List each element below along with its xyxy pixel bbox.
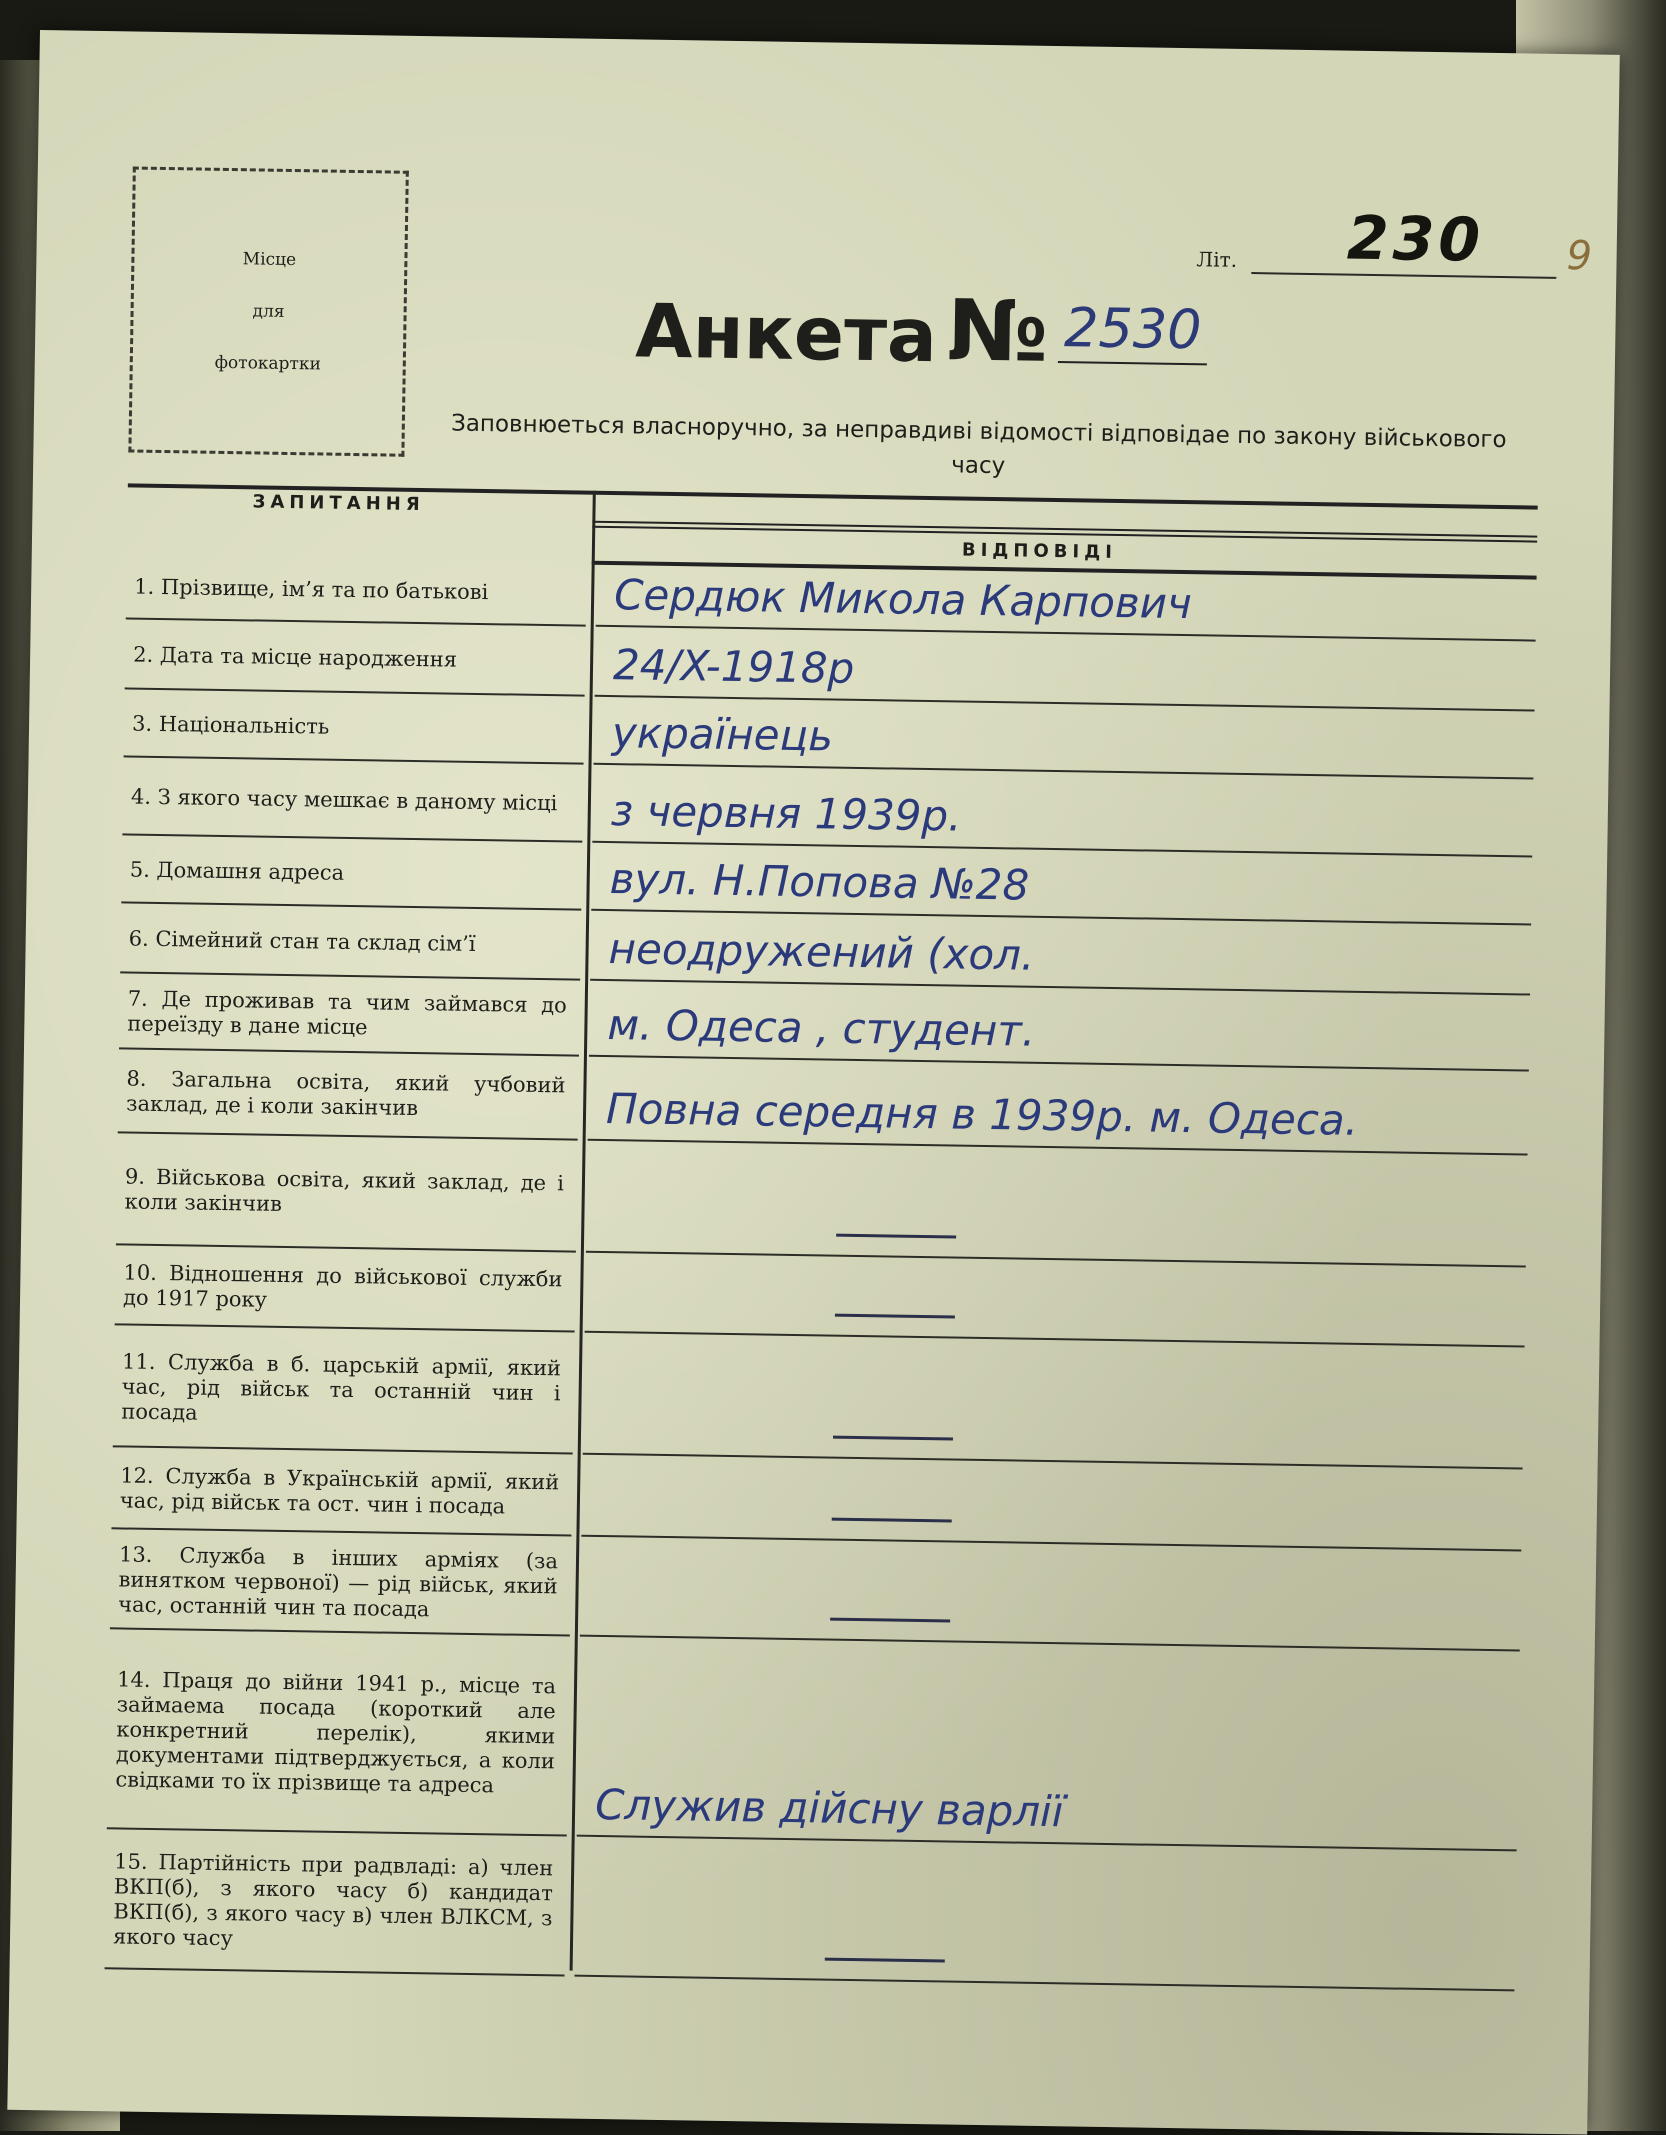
question-label [118,1049,574,1140]
handwritten-dash [830,1618,950,1623]
question-text: 4. З якого часу мешкає в даному місці [130,784,558,815]
question-text: 6. Сімейний стан та склад сім’ї [128,926,476,956]
handwritten-answer: 24/X-1918р [612,640,855,693]
question-label [124,689,580,764]
question-text: 1. Прізвище, ім’я та по батькові [134,574,489,604]
question-text: 11. Служба в б. царській армії, який час, рід військ та останній чин і посада [121,1348,562,1425]
handwritten-answer: Служив дійсну варлії [594,1779,1064,1837]
form-number: 2530 [1058,296,1208,365]
question-label [125,619,581,696]
question-label [126,553,582,626]
header-rule-answers [592,521,1537,543]
question-label [122,757,578,842]
answer-cell [588,1057,1529,1156]
questions-column-header: ЗАПИТАННЯ [252,491,425,516]
question-text: 14. Праця до війни 1941 р., місце та займаема посада (короткий але конкретний перелік), якими документами підтверджується, а коли свідками то їх прізвище та адреса [115,1666,557,1797]
handwritten-answer: вул. Н.Попова №28 [609,854,1030,910]
question-text: 15. Партійність при радвладі: а) член ВКП(б), з якого часу б) кандидат ВКП(б), з якого часу в) член ВЛКСМ, з якого часу [112,1849,554,1951]
handwritten-dash [835,1314,955,1319]
question-label [121,835,577,910]
answer-cell [589,981,1530,1072]
answer-cell [574,1837,1516,1992]
handwritten-answer: неодружений (хол. [608,924,1035,980]
question-text: 9. Військова освіта, який заклад, де і коли закінчив [124,1164,565,1216]
photo-label-line3: фотокартки [214,352,322,375]
handwritten-dash [833,1436,953,1441]
lit-label: Літ. [1196,247,1238,272]
question-label [111,1447,567,1536]
lit-field [1196,203,1593,280]
question-label [115,1245,571,1332]
answer-cell [592,765,1533,858]
lit-number: 230 [1346,203,1485,276]
photo-placeholder [128,166,408,456]
number-sign: № [946,281,1049,381]
question-label [116,1133,573,1252]
question-text: 10. Відношення до військової служби до 1917 року [122,1260,563,1312]
question-row [113,1325,1525,1469]
handwritten-dash [836,1234,956,1239]
handwritten-answer: Повна середня в 1939р. м. Одеса. [605,1084,1359,1145]
answer-cell [581,1455,1522,1552]
answer-cell [586,1141,1528,1268]
question-text: 12. Служба в Українській армії, який час, рід військ та ост. чин і посада [119,1463,560,1519]
question-label [107,1629,565,1836]
question-text: 8. Загальна освіта, який учбовий заклад, де і коли закінчив [125,1066,566,1121]
question-row [107,1629,1520,1851]
question-row [105,1829,1517,1991]
question-row [116,1133,1528,1267]
question-label [119,973,575,1056]
handwritten-answer: українець [611,708,834,761]
answer-cell [583,1333,1525,1470]
questionnaire-page [7,30,1619,2135]
answer-cell [580,1537,1521,1652]
question-label [105,1829,562,1976]
photo-label-line1: Місце [242,249,297,271]
question-text: 5. Домашня адреса [129,857,345,885]
question-label [113,1325,570,1454]
handwritten-answer: м. Одеса , студент. [607,1000,1036,1056]
photo-label-line2: для [252,301,285,322]
handwritten-dash [832,1518,952,1523]
handwritten-dash [825,1958,945,1963]
question-text: 3. Національність [131,711,330,739]
question-label [120,903,576,980]
folio-mark: 9 [1566,233,1593,280]
question-text: 7. Де проживав та чим займався до переїзду в дане місце [127,986,567,1040]
question-text: 13. Служба в інших арміях (за винятком червоної) — рід військ, який час, останній чин та посада [118,1541,559,1621]
question-label [110,1529,567,1636]
handwritten-answer: з червня 1939р. [610,786,962,841]
form-instructions: Заповнюеться власноручно, за неправдиві відомості відповідае по закону військового часу [450,410,1507,480]
answer-cell [577,1637,1520,1852]
answers-column-header: ВІДПОВІДІ [961,539,1118,563]
form-title [635,254,1209,383]
handwritten-answer: Сердюк Микола Карпович [613,570,1193,629]
question-text: 2. Дата та місце народження [133,642,458,672]
answer-cell [585,1253,1526,1348]
title-word: Анкета [634,288,938,380]
